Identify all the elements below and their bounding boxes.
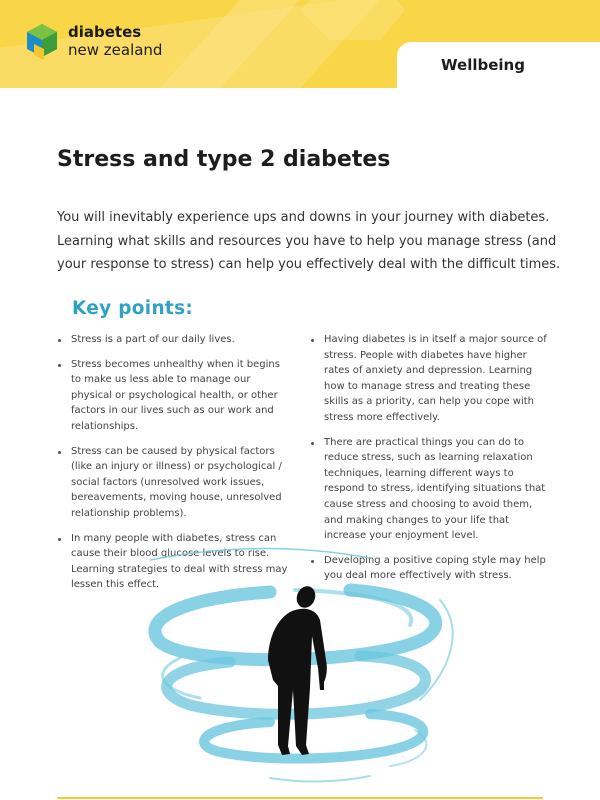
brand-name — [68, 23, 162, 59]
category-tab[interactable] — [397, 42, 600, 88]
page-title: Stress and type 2 diabetes — [57, 147, 391, 172]
key-point: In many people with diabetes, stress can cause their blood glucose levels to rise. Learning strategies to deal with stress may lessen this effect. — [57, 531, 289, 593]
key-point: Stress becomes unhealthy when it begins to make us less able to manage our physical or psychological health, or other factors in our lives such as our work and relationships. — [57, 357, 289, 435]
key-point: Stress is a part of our daily lives. — [57, 332, 289, 348]
key-point: Developing a positive coping style may help you deal more effectively with stress. — [310, 553, 550, 584]
key-point: Stress can be caused by physical factors (like an injury or illness) or psychological / social factors (unresolved work issues, bereavements, moving house, unresolved relationship problems). — [57, 444, 289, 522]
header-banner — [0, 0, 600, 88]
brand-name-line1: diabetes — [68, 23, 142, 41]
intro-paragraph: You will inevitably experience ups and downs in your journey with diabetes. Learning what skills and resources you have to help you manage stress (and your response to stress) can help you effectively deal with the difficult times. — [57, 210, 561, 272]
stressed-person-swirl-icon — [120, 540, 480, 795]
key-point: Having diabetes is in itself a major source of stress. People with diabetes have higher rates of anxiety and depression. Learning how to manage stress and treating these skills as a priority, can help you cope with stress more effectively. — [310, 332, 550, 426]
category-tab-label: Wellbeing — [441, 56, 525, 74]
key-point: There are practical things you can do to reduce stress, such as learning relaxation techniques, learning different ways to respond to stress, identifying situations that cause stress and choosing to avoid them, and making changes to your life that increase your enjoyment level. — [310, 435, 550, 544]
key-points-heading: Key points: — [72, 298, 194, 319]
diabetes-nz-logo-icon[interactable] — [22, 22, 62, 62]
brand-name-line2: new zealand — [68, 41, 163, 59]
footer-divider — [57, 797, 543, 799]
